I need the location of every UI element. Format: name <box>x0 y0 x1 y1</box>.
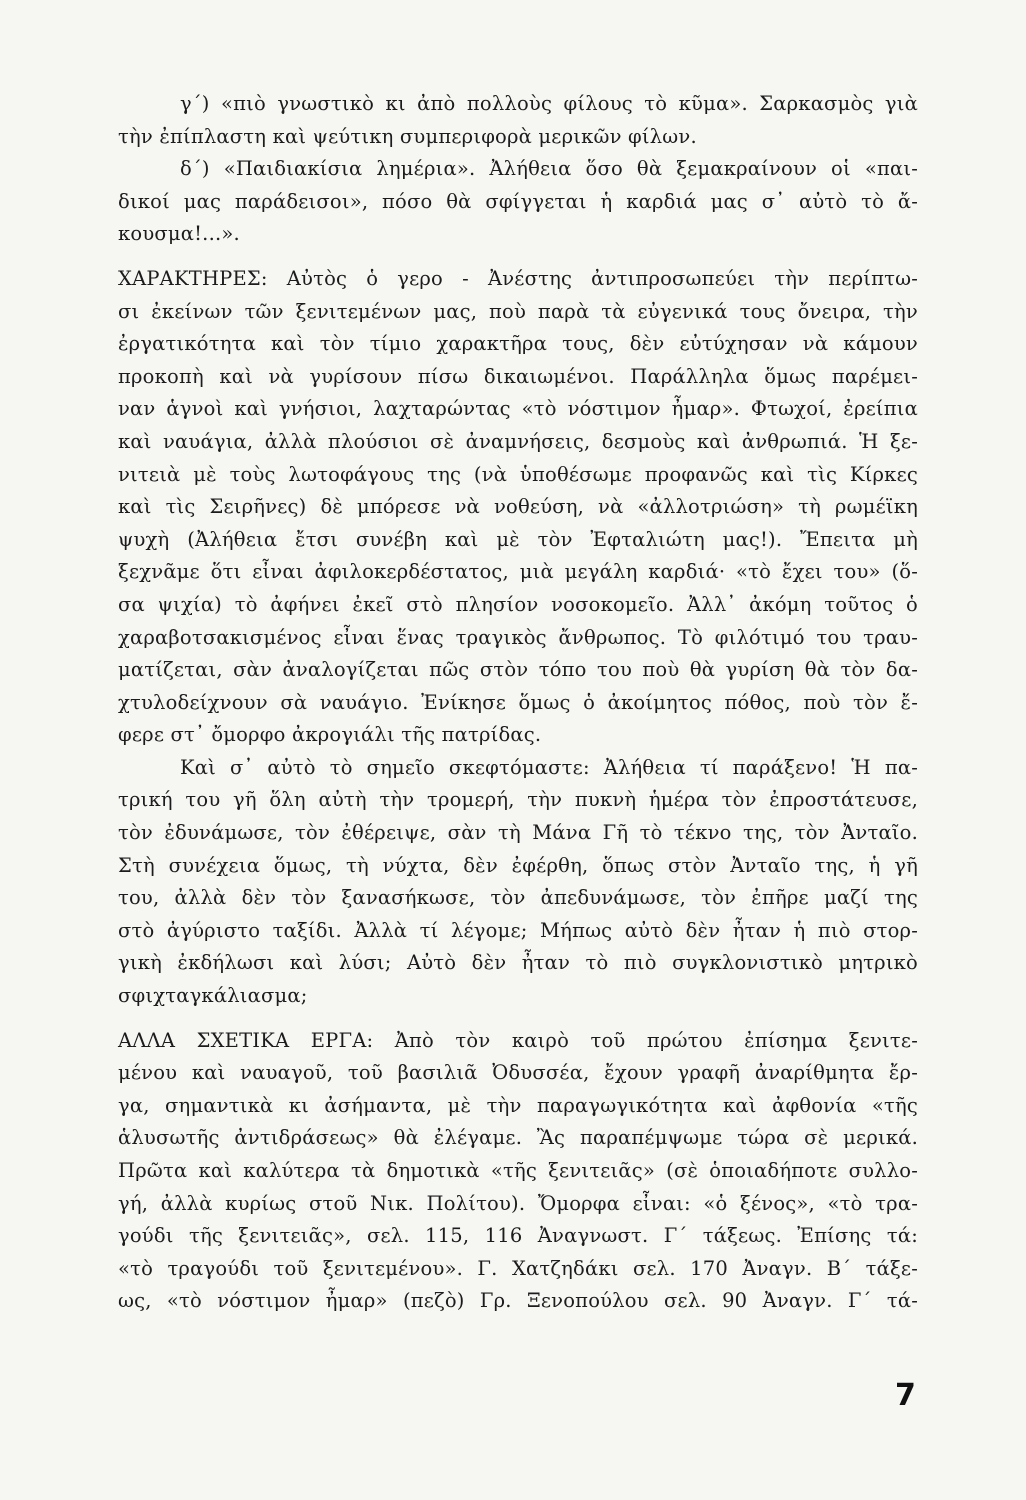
section-spacer <box>118 251 918 263</box>
text-line: τρική του γῆ ὅλη αὐτὴ τὴν τρομερή, τὴν πυκνὴ ἡμέρα τὸν ἐπροστάτευσε, <box>118 788 918 812</box>
text-line: ἐργατικότητα καὶ τὸν τίμιο χαρακτῆρα τους, δὲν εὐτύχησαν νὰ κάμουν <box>118 332 918 356</box>
text-line: δ΄) «Παιδιακίσια λημέρια». Ἀλήθεια ὅσο θὰ ξεμακραίνουν οἱ «παι- <box>180 157 918 181</box>
text-line: ἁλυσωτῆς ἀντιδράσεως» θὰ ἐλέγαμε. Ἂς παραπέμψωμε τώρα σὲ μερικά. <box>118 1126 918 1150</box>
text-line: Στὴ συνέχεια ὅμως, τὴ νύχτα, δὲν ἐφέρθη, ὅπως στὸν Ἀνταῖο της, ἡ γῆ <box>118 853 918 877</box>
section-spacer <box>118 1013 918 1025</box>
text-line: γή, ἀλλὰ κυρίως στοῦ Νικ. Πολίτου). Ὄμορφα εἶναι: «ὁ ξένος», «τὸ τρα- <box>118 1191 918 1215</box>
text-line: του, ἀλλὰ δὲν τὸν ξανασήκωσε, τὸν ἀπεδυνάμωσε, τὸν ἐπῆρε μαζί της <box>118 886 918 910</box>
text-line: ψυχὴ (Ἀλήθεια ἔτσι συνέβη καὶ μὲ τὸν Ἐφταλιώτη μας!). Ἔπειτα μὴ <box>118 527 918 551</box>
text-line: ξεχνᾶμε ὅτι εἶναι ἀφιλοκερδέστατος, μιὰ μεγάλη καρδιά· «τὸ ἔχει του» (ὅ- <box>118 560 918 584</box>
text-line: «τὸ τραγούδι τοῦ ξενιτεμένου». Γ. Χατζηδάκι σελ. 170 Ἀναγν. Β΄ τάξε- <box>118 1256 918 1280</box>
text-line: χαραβοτσακισμένος εἶναι ἕνας τραγικὸς ἄνθρωπος. Τὸ φιλότιμό του τραυ- <box>118 625 918 649</box>
point-gamma <box>118 88 918 153</box>
page-number: 7 <box>895 1378 916 1413</box>
text-line: γ΄) «πιὸ γνωστικὸ κι ἀπὸ πολλοὺς φίλους τὸ κῦμα». Σαρκασμὸς γιὰ <box>180 92 918 115</box>
text-line: τὸν ἐδυνάμωσε, τὸν ἐθέρειψε, σὰν τὴ Μάνα Γῆ τὸ τέκνο της, τὸν Ἀνταῖο. <box>118 821 918 845</box>
text-line: ως, «τὸ νόστιμον ἦμαρ» (πεζὸ) Γρ. Ξενοπούλου σελ. 90 Ἀναγν. Γ΄ τά- <box>118 1289 918 1313</box>
text-line: μένου καὶ ναυαγοῦ, τοῦ βασιλιᾶ Ὀδυσσέα, ἔχουν γραφῆ ἀναρίθμητα ἔρ- <box>118 1061 918 1085</box>
text-line: χτυλοδείχνουν σὰ ναυάγιο. Ἐνίκησε ὅμως ὁ ἀκοίμητος πόθος, ποὺ τὸν ἔ- <box>118 690 918 714</box>
text-line: φερε στ᾽ ὄμορφο ἀκρογιάλι τῆς πατρίδας. <box>118 723 542 747</box>
text-line: Πρῶτα καὶ καλύτερα τὰ δημοτικὰ «τῆς ξενιτειᾶς» (σὲ ὁποιαδήποτε συλλο- <box>118 1159 918 1182</box>
text-line: γούδι τῆς ξενιτειᾶς», σελ. 115, 116 Ἀναγνωστ. Γ΄ τάξεως. Ἐπίσης τά: <box>118 1224 918 1248</box>
text-line: καὶ ναυάγια, ἀλλὰ πλούσιοι σὲ ἀναμνήσεις, δεσμοὺς καὶ ἀνθρωπιά. Ἡ ξε- <box>118 429 918 453</box>
related-works-section <box>118 1025 918 1318</box>
text-line: γα, σημαντικὰ κι ἀσήμαντα, μὲ τὴν παραγωγικότητα καὶ ἀφθονία «τῆς <box>118 1093 918 1117</box>
text-line: προκοπὴ καὶ νὰ γυρίσουν πίσω δικαιωμένοι. Παράλληλα ὅμως παρέμει- <box>118 364 918 388</box>
point-delta <box>118 153 918 251</box>
text-line: στὸ ἀγύριστο ταξίδι. Ἀλλὰ τί λέγομε; Μήπως αὐτὸ δὲν ἦταν ἡ πιὸ στορ- <box>118 918 918 942</box>
text-line: Καὶ σ᾽ αὐτὸ τὸ σημεῖο σκεφτόμαστε: Ἀλήθεια τί παράξενο! Ἡ πα- <box>180 755 918 779</box>
text-line: ΑΛΛΑ ΣΧΕΤΙΚΑ ΕΡΓΑ: Ἀπὸ τὸν καιρὸ τοῦ πρώτου ἐπίσημα ξενιτε- <box>118 1028 918 1052</box>
page-text-block <box>118 88 918 1318</box>
characters-section <box>118 263 918 752</box>
text-line: δικοί μας παράδεισοι», πόσο θὰ σφίγγεται ἡ καρδιά μας σ᾽ αὐτὸ τὸ ἄ- <box>118 189 918 213</box>
text-line: γικὴ ἐκδήλωσι καὶ λύσι; Αὐτὸ δὲν ἦταν τὸ πιὸ συγκλονιστικὸ μητρικὸ <box>118 951 918 975</box>
text-line: νιτειὰ μὲ τοὺς λωτοφάγους της (νὰ ὑποθέσωμε προφανῶς καὶ τὶς Κίρκες <box>118 462 918 486</box>
text-line: τὴν ἐπίπλαστη καὶ ψεύτικη συμπεριφορὰ μερικῶν φίλων. <box>118 124 697 148</box>
text-line: ΧΑΡΑΚΤΗΡΕΣ: Αὐτὸς ὁ γερο - Ἀνέστης ἀντιπροσωπεύει τὴν περίπτω- <box>118 266 918 290</box>
reflection-paragraph <box>118 752 918 1013</box>
text-line: σα ψιχία) τὸ ἀφήνει ἐκεῖ στὸ πλησίον νοσοκομεῖο. Ἀλλ᾽ ἀκόμη τοῦτος ὁ <box>118 592 918 616</box>
text-line: σφιχταγκάλιασμα; <box>118 984 308 1008</box>
text-line: ματίζεται, σὰν ἀναλογίζεται πῶς στὸν τόπο του ποὺ θὰ γυρίση θὰ τὸν δα- <box>118 658 918 682</box>
text-line: ναν ἁγνοὶ καὶ γνήσιοι, λαχταρώντας «τὸ νόστιμον ἦμαρ». Φτωχοί, ἐρείπια <box>118 397 918 421</box>
text-line: καὶ τὶς Σειρῆνες) δὲ μπόρεσε νὰ νοθεύση, νὰ «ἀλλοτριώση» τὴ ρωμέϊκη <box>118 495 918 519</box>
text-line: σι ἐκείνων τῶν ξενιτεμένων μας, ποὺ παρὰ τὰ εὐγενικά τους ὄνειρα, τὴν <box>118 299 918 323</box>
text-line: κουσμα!...». <box>118 222 240 246</box>
